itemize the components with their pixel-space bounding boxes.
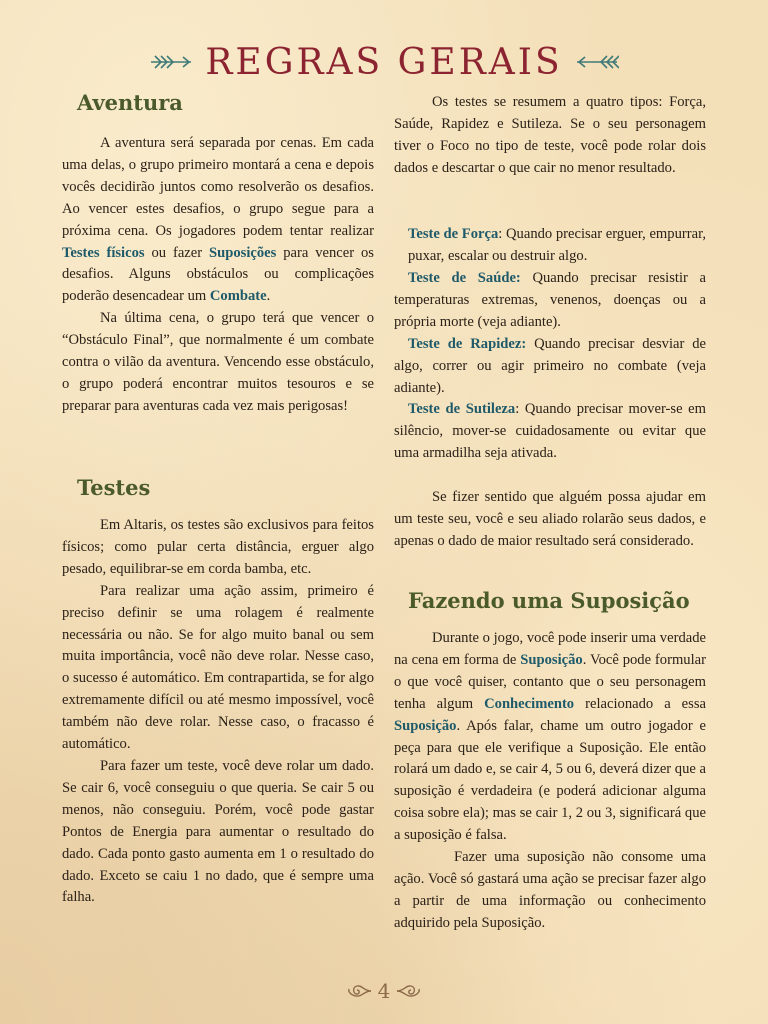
arrow-ornament-right-icon	[575, 53, 619, 71]
aventura-paragraph-1: A aventura será separada por cenas. Em cada uma delas, o grupo primeiro montará a cena e depois vocês decidirão juntos como resolverão os desafios. Ao vencer estes desafios, o grupo segue para a próxima cena. Os jogadores podem tentar realizar Testes físicos ou fazer Suposições para vencer os desafios. Alguns obstáculos ou complicações poderão desencadear um Combate.	[62, 135, 374, 305]
test-forca: Teste de Força: Quando precisar erguer, empurrar, puxar, escalar ou destruir algo.	[408, 226, 706, 264]
keyword-testes-fisicos: Testes físicos	[62, 244, 145, 261]
label-teste-sutileza: Teste de Sutileza	[408, 401, 516, 418]
section-title-suposicao: Fazendo uma Suposição	[408, 588, 690, 613]
page-number: 4	[377, 979, 391, 1003]
ajuda-paragraph: Se fizer sentido que alguém possa ajudar em um teste seu, você e seu aliado rolarão seus dados, e apenas o dado de maior resultado será considerado.	[394, 489, 706, 549]
testes-body	[62, 515, 374, 909]
keyword-suposicao: Suposição	[520, 651, 583, 668]
arrow-ornament-left-icon	[149, 53, 193, 71]
testes-paragraph-3: Para fazer um teste, você deve rolar um dado. Se cair 6, você conseguiu o que queria. Se cair 5 ou menos, não conseguiu. Porém, você pode gastar Pontos de Energia para aumentar o resultado do dado. Cada ponto gasto aumenta em 1 o resultado do dado. Exceto se caiu 1 no dado, que é sempre uma falha.	[62, 757, 374, 906]
flourish-right-icon	[396, 982, 422, 1000]
test-rapidez: Teste de Rapidez: Quando precisar desviar de algo, correr ou agir primeiro no combate (veja adiante).	[394, 335, 707, 396]
suposicao-paragraph-1: Durante o jogo, você pode inserir uma verdade na cena em forma de Suposição. Você pode formular o que você quiser, contanto que o seu personagem tenha algum Conhecimento relacionado a essa Suposição. Após falar, chame um outro jogador e peça para que ele verifique a Suposição. Ele então rolará um dado e, se cair 4, 5 ou 6, deverá dizer que a suposição é verdadeira (e poderá adicionar alguma coisa sobre ela); mas se cair 1, 2 ou 3, significará que a suposição é falsa.	[394, 630, 707, 844]
flourish-left-icon	[346, 982, 372, 1000]
keyword-combate: Combate	[209, 288, 267, 305]
tipos-body	[394, 92, 706, 180]
label-teste-forca: Teste de Força	[408, 226, 499, 242]
label-teste-rapidez: Teste de Rapidez:	[408, 335, 527, 352]
aventura-paragraph-2: Na última cena, o grupo terá que vencer o “Obstáculo Final”, que normalmente é um combate contra o vilão da aventura. Vencendo esse obstáculo, o grupo poderá encontrar muitos tesouros e se preparar para aventuras cada vez mais perigosas!	[62, 310, 374, 414]
suposicao-body	[394, 628, 706, 935]
keyword-suposicao-2: Suposição	[394, 717, 457, 734]
keyword-conhecimento: Conhecimento	[484, 695, 575, 712]
test-sutileza: Teste de Sutileza: Quando precisar mover-se em silêncio, mover-se cuidadosamente ou evitar que uma armadilha seja ativada.	[394, 401, 706, 462]
aventura-body	[62, 133, 374, 418]
section-title-testes: Testes	[77, 475, 151, 500]
page-footer	[0, 978, 768, 1004]
testes-paragraph-1: Em Altaris, os testes são exclusivos para feitos físicos; como pular certa distância, erguer algo pesado, equilibrar-se em corda bamba, etc.	[62, 517, 374, 577]
page-header	[0, 38, 768, 86]
page-title: REGRAS GERAIS	[205, 41, 563, 83]
test-types-list	[394, 224, 706, 268]
suposicao-paragraph-2: Fazer uma suposição não consome uma ação. Você só gastará uma ação se precisar fazer algo a partir de uma informação ou conhecimento adquirido pela Suposição.	[394, 849, 706, 931]
tipos-intro: Os testes se resumem a quatro tipos: Força, Saúde, Rapidez e Sutileza. Se o seu personagem tiver o Foco no tipo de teste, você pode rolar dois dados e descartar o que cair no menor resultado.	[394, 94, 706, 176]
ajuda-body	[394, 487, 706, 553]
keyword-suposicoes: Suposições	[209, 244, 277, 261]
test-saude: Teste de Saúde: Quando precisar resistir a temperaturas extremas, venenos, doenças ou a própria morte (veja adiante).	[394, 270, 706, 330]
label-teste-saude: Teste de Saúde:	[408, 270, 521, 286]
testes-paragraph-2: Para realizar uma ação assim, primeiro é preciso definir se uma rolagem é realmente necessária ou não. Se for algo muito banal ou sem muita importância, você não deve rolar. Nesse caso, o sucesso é automático. Em contrapartida, se for algo extremamente difícil ou até mesmo impossível, você também não deve rolar. Nesse caso, o fracasso é automático.	[62, 582, 374, 753]
test-types-body	[394, 268, 706, 465]
section-title-aventura: Aventura	[77, 90, 183, 115]
